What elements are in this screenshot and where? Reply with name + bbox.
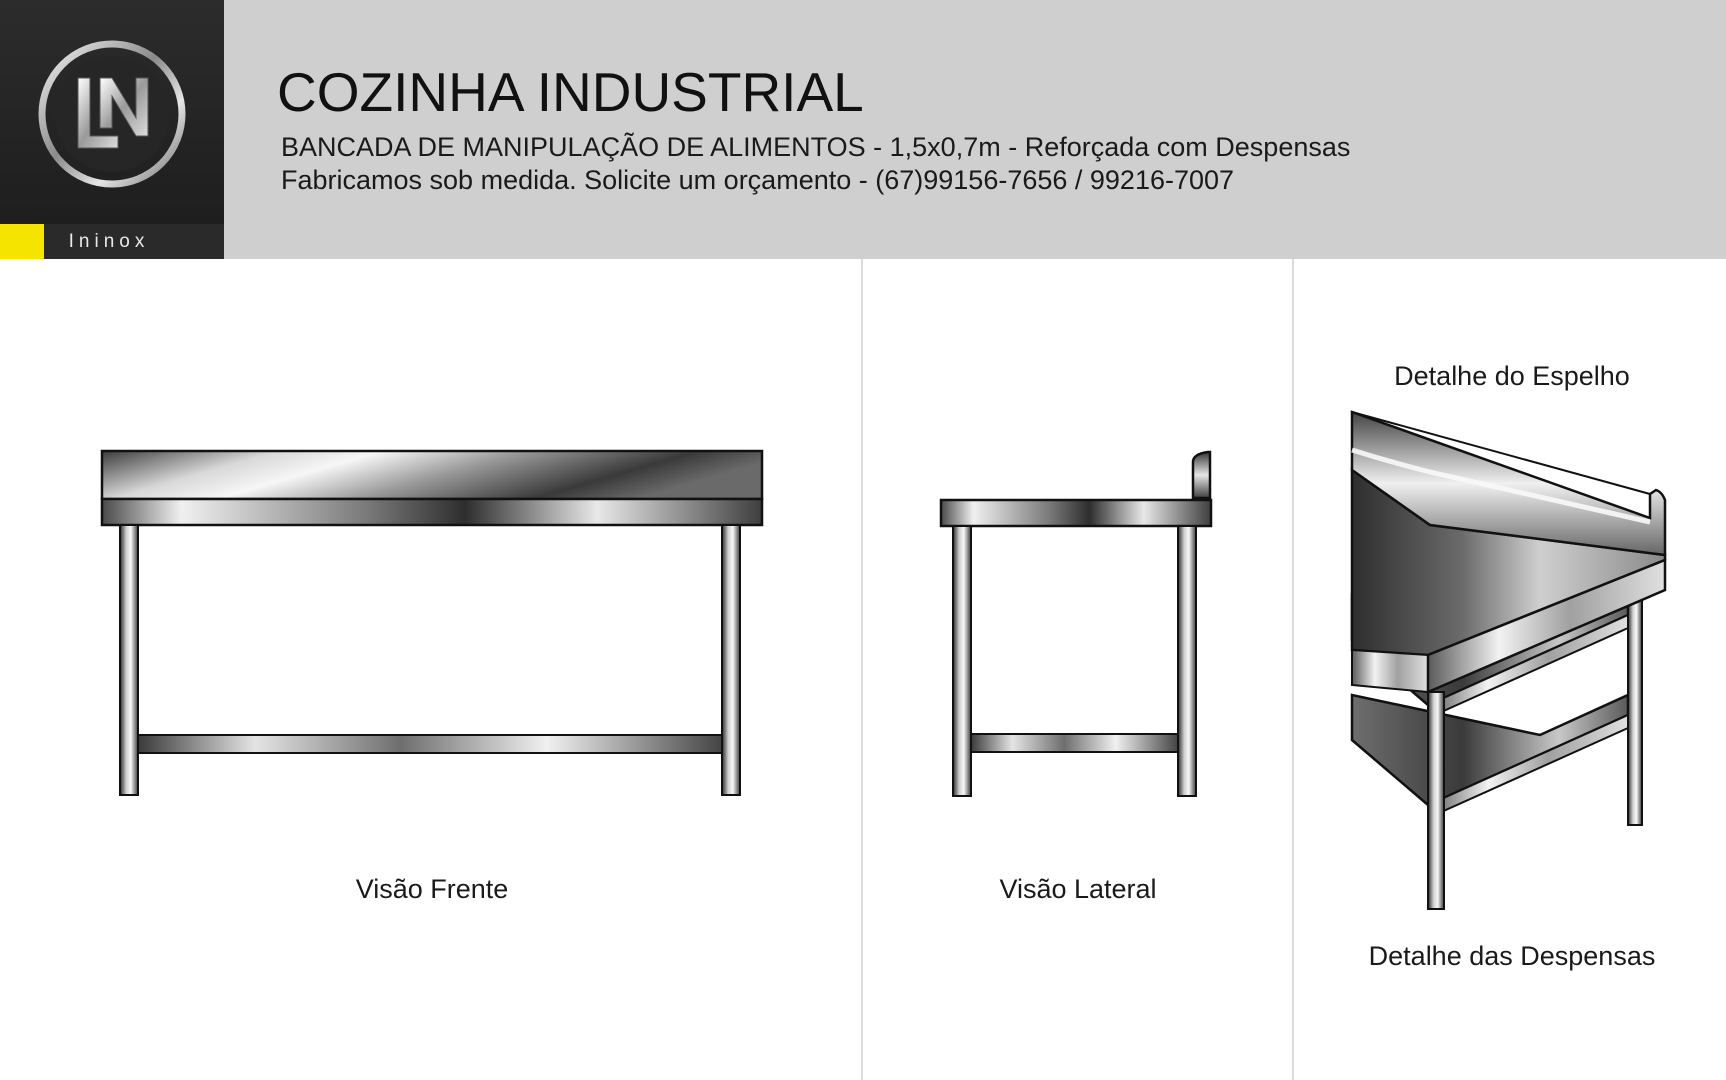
brand-logo (0, 0, 224, 259)
contact-line: Fabricamos sob medida. Solicite um orçamento - (67)99156-7656 / 99216-7007 (281, 165, 1235, 195)
detail-view-drawing (1350, 410, 1670, 915)
panel-divider (861, 259, 863, 1080)
front-backsplash (102, 451, 762, 499)
pantry-detail-caption: Detalhe das Despensas (1368, 941, 1656, 971)
side-crossbar (971, 734, 1178, 752)
side-backsplash (1193, 452, 1210, 498)
side-worktop-edge (941, 500, 1211, 526)
panel-divider (1292, 259, 1294, 1080)
brand-accent-bar (0, 224, 44, 259)
front-crossbar (138, 735, 722, 753)
logo-monogram-icon (34, 36, 190, 192)
detail-front-leg (1428, 692, 1444, 909)
mirror-detail-caption: Detalhe do Espelho (1394, 361, 1630, 391)
side-view-drawing (938, 450, 1214, 805)
side-right-leg (1178, 526, 1196, 796)
front-worktop-edge (102, 499, 762, 525)
side-left-leg (953, 526, 971, 796)
front-left-leg (120, 525, 138, 795)
front-view-caption: Visão Frente (355, 874, 509, 904)
product-description: BANCADA DE MANIPULAÇÃO DE ALIMENTOS - 1,5x0,7m - Reforçada com Despensas (281, 132, 1351, 162)
detail-back-leg (1628, 595, 1642, 825)
front-right-leg (722, 525, 740, 795)
page-title: COZINHA INDUSTRIAL (277, 61, 864, 123)
front-view-drawing (100, 448, 770, 803)
detail-worktop-edge (1352, 650, 1428, 692)
brand-name: Ininox (68, 231, 150, 252)
header-banner (0, 0, 1726, 259)
side-view-caption: Visão Lateral (999, 874, 1157, 904)
